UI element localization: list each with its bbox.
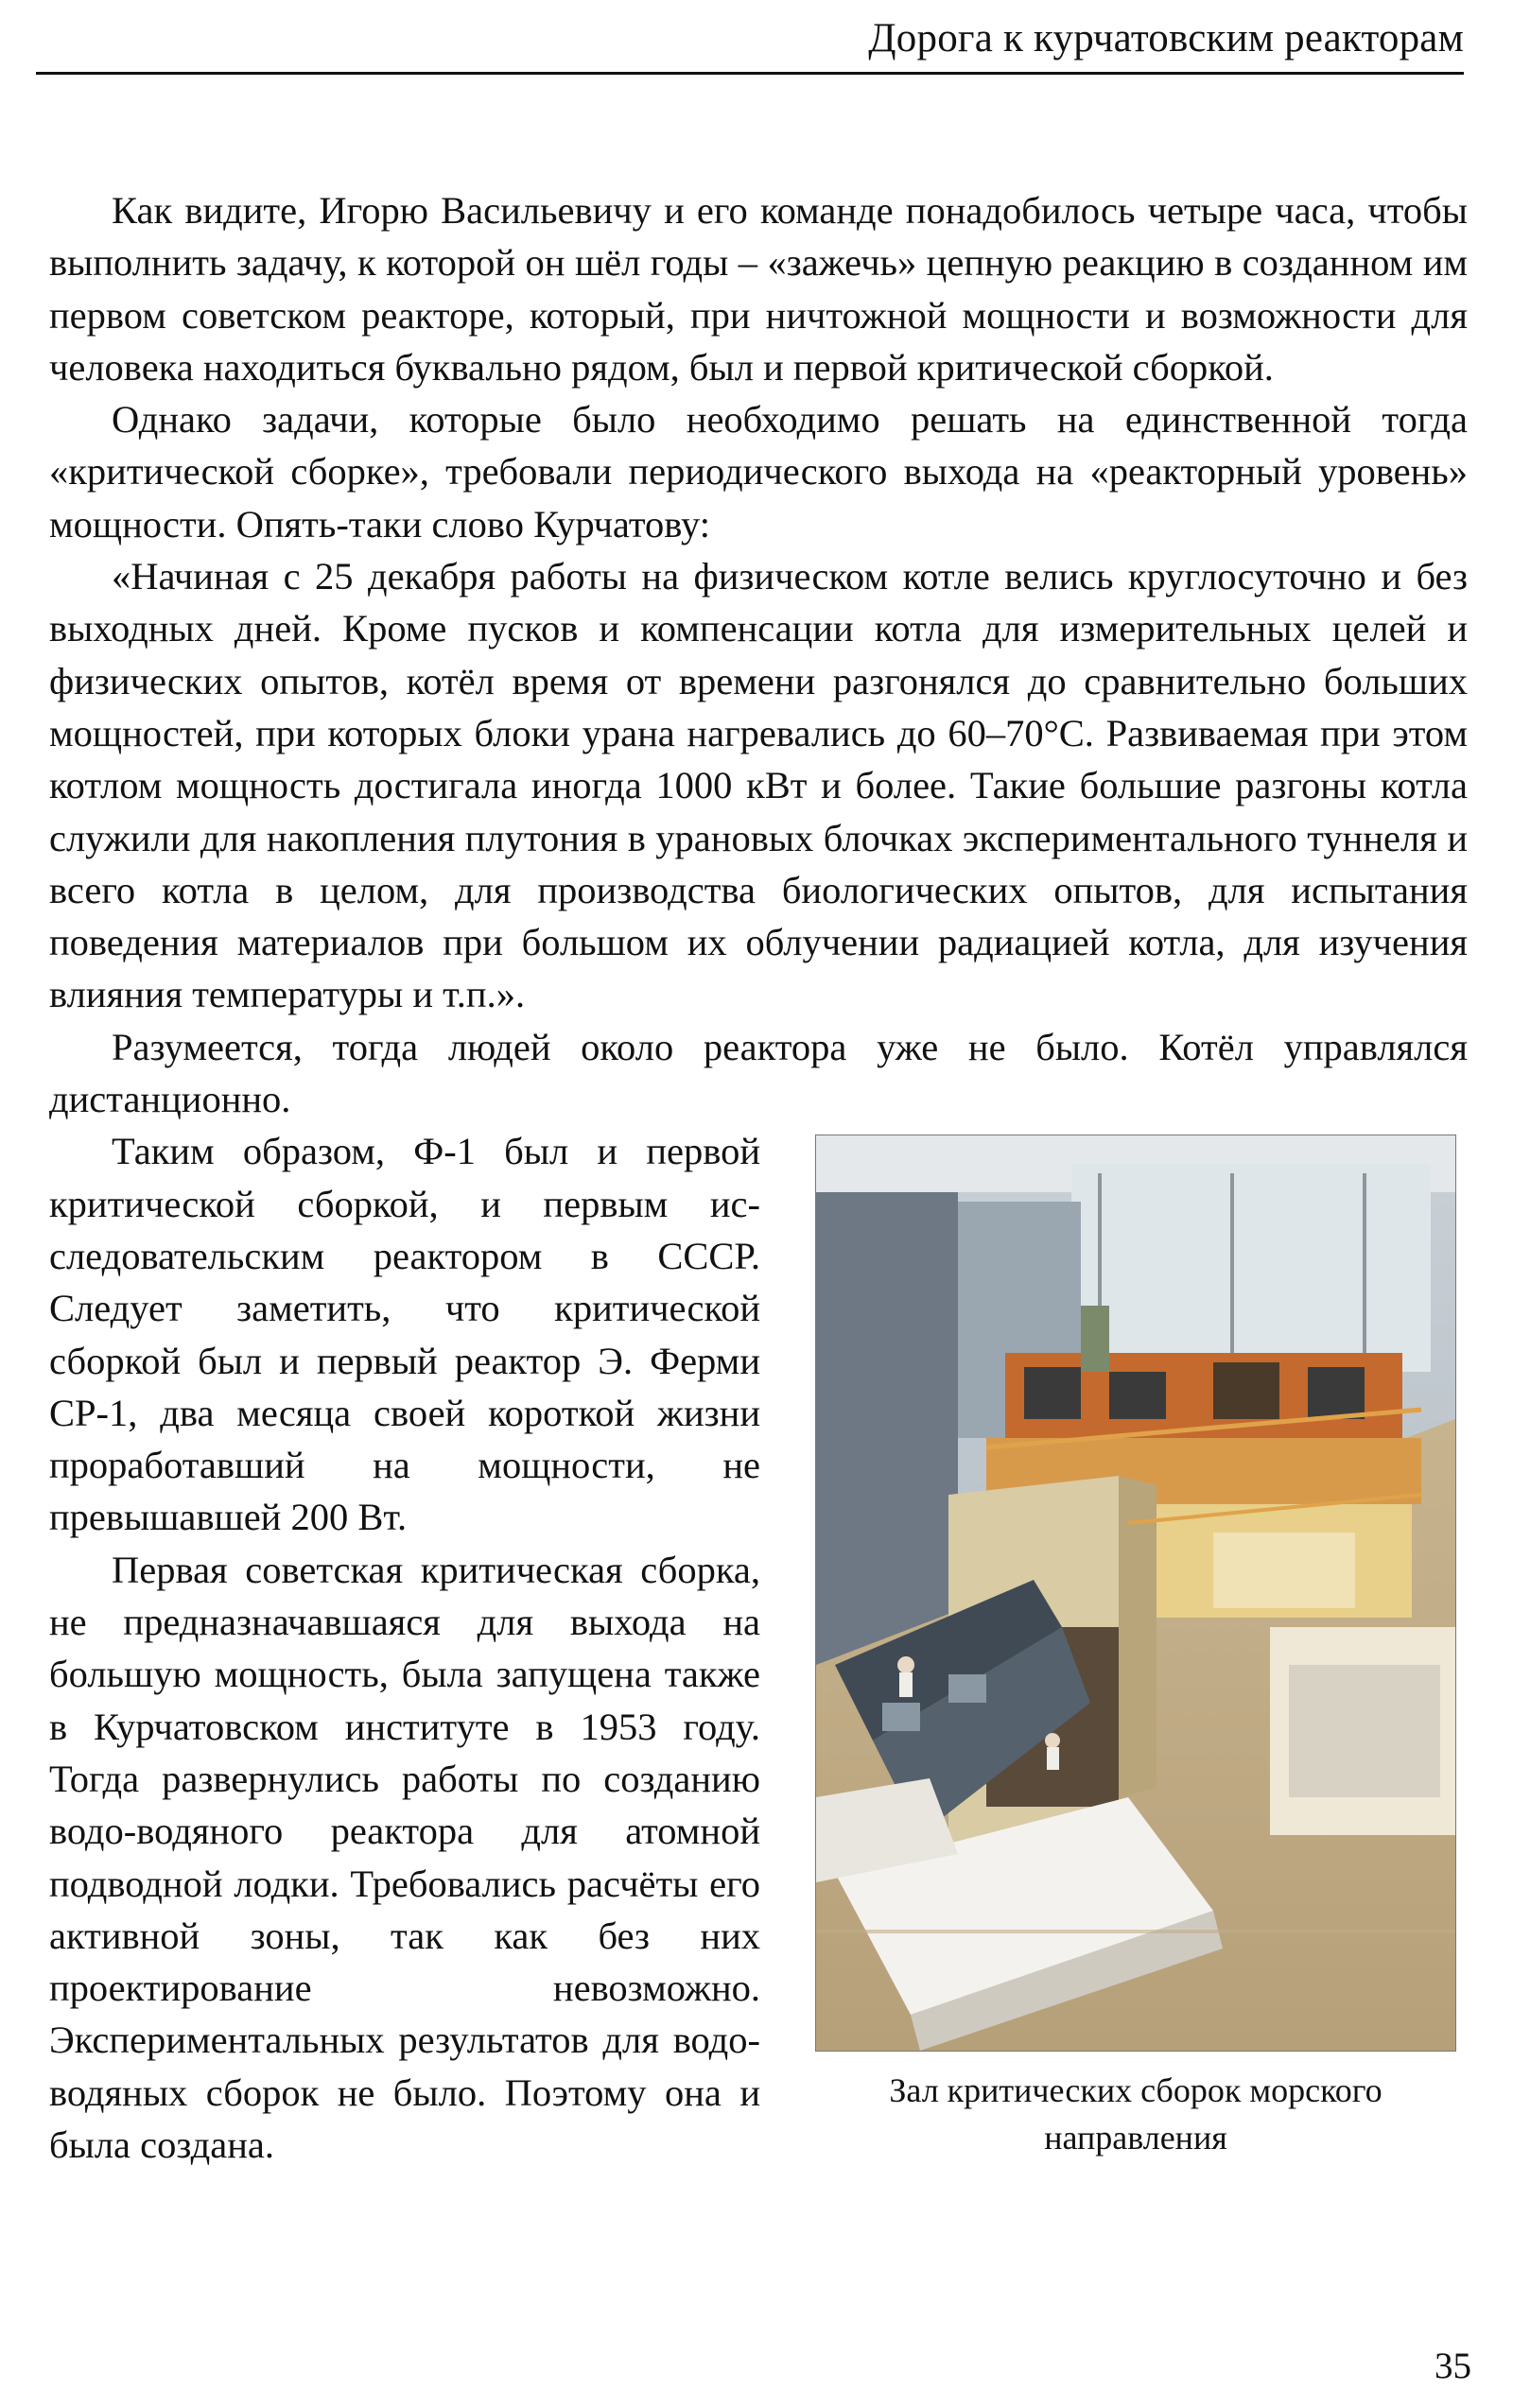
paragraph-2: Однако задачи, которые было необходимо решать на единственной тогда «критической сборке», требовали периодического выхода на «реакторный уровень» мощности. Опять-таки слово Курчатову: [49, 398, 1468, 546]
paragraph-quote: «Начиная с 25 декабря работы на физическом котле велись круглосуточно и без выходных дней. Кроме пусков и компенсации котла для измерительных целей и физических опытов, котёл время от времени разгонялся до сравнительно больших мощностей, при которых блоки урана нагревались до 60–70°С. Развиваемая при этом котлом мощность достигала иногда 1000 кВт и более. Такие большие разгоны котла служили для накопления плутония в урановых блочках экспериментального туннеля и всего котла в целом, для производства биологических опытов, для испытания поведения материалов при большом их облучении радиацией котла, для изучения влияния температуры и т.п.». [49, 555, 1468, 1016]
paragraph-6: Первая советская критическая сборка, не предназначавшаяся для выхода на большую мощность, была запущена также в Курчатовском институте в 1953 году. Тогда развернулись работы по созданию водо-водяного реактора для атомной подводной лодки. Требовались расчёты его активной зоны, так как без них проектирование невозможно. Экспериментальных результатов для водо-водяных сборок не было. Поэтому она и была создана. [49, 1548, 760, 2166]
critical-assembly-hall-photo [815, 1135, 1456, 2052]
page-body [49, 184, 1468, 2171]
figure-caption: Зал критических сборок морского направления [889, 2071, 1383, 2157]
running-header-title: Дорога к курчатовским реакторам [868, 16, 1464, 61]
figure [796, 1135, 1468, 2161]
paragraph-1: Как видите, Игорю Васильевичу и его команде понадобилось четыре часа, чтобы выполнить задачу, к которой он шёл годы – «зажечь» цепную реакцию в созданном им первом советском реакторе, который, при ничтожной мощности и возможности для человека находиться буквально рядом, был и первой критической сборкой. [49, 189, 1468, 389]
paragraph-4: Разумеется, тогда людей около реактора уже не было. Котёл управлялся дистанционно. [49, 1025, 1468, 1121]
page-number: 35 [1435, 2346, 1471, 2386]
paragraph-5: Таким образом, Ф-1 был и первой критической сборкой, и первым исследовательским реактором в СССР. Следует заметить, что критической сборкой был и первый реактор Э. Ферми CP-1, два месяца своей короткой жизни проработавший на мощности, не превышавшей 200 Вт. [49, 1130, 760, 1539]
running-header [36, 13, 1464, 75]
